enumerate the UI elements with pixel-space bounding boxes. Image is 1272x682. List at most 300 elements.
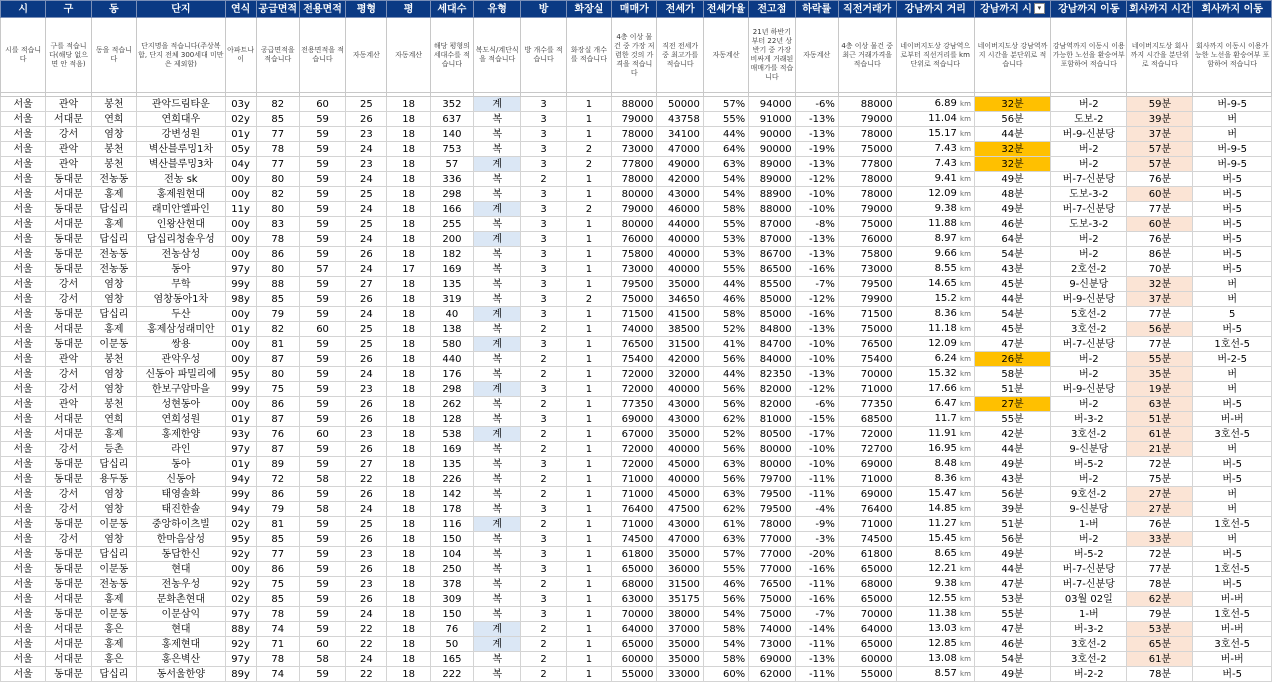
cell-col-office-time[interactable]: 77분	[1127, 337, 1193, 352]
cell-col-type[interactable]: 복	[474, 607, 521, 622]
cell-col-pyeong[interactable]: 18	[387, 127, 430, 142]
cell-col-exclusive-area[interactable]: 60	[299, 97, 345, 112]
cell-col-complex[interactable]: 현대	[137, 622, 226, 637]
cell-col-year[interactable]: 97y	[225, 442, 256, 457]
cell-col-year[interactable]: 11y	[225, 202, 256, 217]
cell-col-gangnam-time[interactable]: 46분	[974, 217, 1050, 232]
cell-col-exclusive-area[interactable]: 60	[299, 637, 345, 652]
cell-col-supply-area[interactable]: 78	[256, 607, 299, 622]
cell-col-rooms[interactable]: 2	[521, 472, 566, 487]
cell-col-type[interactable]: 복	[474, 502, 521, 517]
cell-col-sale-price[interactable]: 80000	[612, 187, 657, 202]
header-col-jeonse-price[interactable]	[657, 1, 703, 18]
cell-col-bathrooms[interactable]: 1	[566, 547, 611, 562]
cell-col-jeonse-price[interactable]: 36000	[657, 562, 703, 577]
cell-col-gangnam-time[interactable]: 44분	[974, 127, 1050, 142]
cell-col-peak-price[interactable]: 90000	[749, 142, 795, 157]
cell-col-gangnam-route[interactable]: 9-신분당	[1051, 442, 1127, 457]
cell-col-jeonse-price[interactable]: 35000	[657, 637, 703, 652]
cell-col-gangnam-route[interactable]: 버-7-신분당	[1051, 577, 1127, 592]
cell-col-office-time[interactable]: 37분	[1127, 292, 1193, 307]
cell-col-rooms[interactable]: 3	[521, 142, 566, 157]
cell-col-gangnam-route[interactable]: 5호선-2	[1051, 307, 1127, 322]
cell-col-pyeong-type[interactable]: 26	[346, 292, 387, 307]
cell-col-last-trade[interactable]: 76400	[838, 502, 896, 517]
cell-col-rooms[interactable]: 3	[521, 307, 566, 322]
cell-col-pyeong[interactable]: 18	[387, 667, 430, 682]
cell-col-si[interactable]: 서울	[1, 667, 46, 682]
cell-col-bathrooms[interactable]: 1	[566, 337, 611, 352]
cell-col-rooms[interactable]: 3	[521, 262, 566, 277]
cell-col-gangnam-time[interactable]: 42분	[974, 427, 1050, 442]
cell-col-complex[interactable]: 동아	[137, 262, 226, 277]
cell-col-peak-price[interactable]: 85000	[749, 307, 795, 322]
cell-col-office-route[interactable]: 버-5	[1193, 217, 1272, 232]
cell-col-year[interactable]: 00y	[225, 397, 256, 412]
cell-col-peak-price[interactable]: 74000	[749, 622, 795, 637]
cell-col-rooms[interactable]: 2	[521, 487, 566, 502]
cell-col-si[interactable]: 서울	[1, 547, 46, 562]
cell-col-gangnam-distance[interactable]	[896, 652, 974, 667]
cell-col-pyeong-type[interactable]: 22	[346, 667, 387, 682]
cell-col-bathrooms[interactable]: 1	[566, 562, 611, 577]
cell-col-gangnam-time[interactable]: 49분	[974, 202, 1050, 217]
cell-col-rooms[interactable]: 2	[521, 397, 566, 412]
cell-col-bathrooms[interactable]: 1	[566, 592, 611, 607]
cell-col-gangnam-distance[interactable]	[896, 352, 974, 367]
cell-col-gu[interactable]: 서대문	[46, 427, 91, 442]
header-col-office-time[interactable]	[1127, 1, 1193, 18]
header-col-pyeong-type[interactable]	[346, 1, 387, 18]
cell-col-year[interactable]: 00y	[225, 187, 256, 202]
cell-col-bathrooms[interactable]: 1	[566, 442, 611, 457]
cell-col-exclusive-area[interactable]: 59	[299, 367, 345, 382]
cell-col-complex[interactable]: 홍은벽산	[137, 652, 226, 667]
cell-col-complex[interactable]: 쌍용	[137, 337, 226, 352]
cell-col-pyeong[interactable]: 18	[387, 337, 430, 352]
cell-col-jeonse-price[interactable]: 34650	[657, 292, 703, 307]
cell-col-sale-price[interactable]: 73000	[612, 262, 657, 277]
cell-col-bathrooms[interactable]: 1	[566, 322, 611, 337]
cell-col-gangnam-distance[interactable]	[896, 517, 974, 532]
cell-col-rooms[interactable]: 3	[521, 457, 566, 472]
cell-col-gu[interactable]: 서대문	[46, 322, 91, 337]
cell-col-si[interactable]: 서울	[1, 127, 46, 142]
cell-col-jeonse-ratio[interactable]: 63%	[703, 457, 748, 472]
cell-col-drop-rate[interactable]: -7%	[795, 277, 838, 292]
header-col-gangnam-distance[interactable]	[896, 1, 974, 18]
cell-col-jeonse-price[interactable]: 35000	[657, 277, 703, 292]
cell-col-peak-price[interactable]: 85000	[749, 292, 795, 307]
header-col-pyeong[interactable]	[387, 1, 430, 18]
cell-col-office-route[interactable]: 버	[1193, 127, 1272, 142]
cell-col-year[interactable]: 89y	[225, 667, 256, 682]
cell-col-gangnam-distance[interactable]	[896, 562, 974, 577]
cell-col-office-time[interactable]: 33분	[1127, 532, 1193, 547]
cell-col-exclusive-area[interactable]: 59	[299, 112, 345, 127]
cell-col-drop-rate[interactable]: -10%	[795, 442, 838, 457]
cell-col-gu[interactable]: 강서	[46, 277, 91, 292]
cell-col-jeonse-ratio[interactable]: 56%	[703, 397, 748, 412]
cell-col-gu[interactable]: 관악	[46, 157, 91, 172]
cell-col-jeonse-ratio[interactable]: 55%	[703, 112, 748, 127]
cell-col-sale-price[interactable]: 63000	[612, 592, 657, 607]
cell-col-office-time[interactable]: 27분	[1127, 487, 1193, 502]
cell-col-office-time[interactable]: 60분	[1127, 187, 1193, 202]
cell-col-sale-price[interactable]: 79500	[612, 277, 657, 292]
cell-col-gu[interactable]: 강서	[46, 292, 91, 307]
cell-col-jeonse-ratio[interactable]: 56%	[703, 382, 748, 397]
cell-col-pyeong-type[interactable]: 25	[346, 337, 387, 352]
cell-col-office-time[interactable]: 63분	[1127, 397, 1193, 412]
cell-col-rooms[interactable]: 3	[521, 187, 566, 202]
cell-col-last-trade[interactable]: 75800	[838, 247, 896, 262]
cell-col-year[interactable]: 02y	[225, 112, 256, 127]
cell-col-si[interactable]: 서울	[1, 607, 46, 622]
cell-col-exclusive-area[interactable]: 59	[299, 577, 345, 592]
cell-col-office-route[interactable]: 버-버	[1193, 592, 1272, 607]
cell-col-gangnam-route[interactable]: 버-2	[1051, 367, 1127, 382]
cell-col-jeonse-price[interactable]: 45000	[657, 457, 703, 472]
cell-col-pyeong-type[interactable]: 23	[346, 157, 387, 172]
header-col-gangnam-route[interactable]	[1051, 1, 1127, 18]
cell-col-gangnam-distance[interactable]	[896, 442, 974, 457]
cell-col-si[interactable]: 서울	[1, 577, 46, 592]
cell-col-gu[interactable]: 서대문	[46, 187, 91, 202]
cell-col-last-trade[interactable]: 69000	[838, 457, 896, 472]
cell-col-gu[interactable]: 동대문	[46, 547, 91, 562]
cell-col-gangnam-distance[interactable]	[896, 142, 974, 157]
cell-col-gu[interactable]: 동대문	[46, 472, 91, 487]
cell-col-type[interactable]: 계	[474, 202, 521, 217]
cell-col-type[interactable]: 복	[474, 592, 521, 607]
cell-col-gu[interactable]: 동대문	[46, 607, 91, 622]
cell-col-jeonse-price[interactable]: 45000	[657, 487, 703, 502]
cell-col-gu[interactable]: 관악	[46, 142, 91, 157]
cell-col-sale-price[interactable]: 67000	[612, 427, 657, 442]
cell-col-dong[interactable]: 봉천	[91, 142, 136, 157]
cell-col-pyeong[interactable]: 18	[387, 427, 430, 442]
cell-col-complex[interactable]: 무학	[137, 277, 226, 292]
cell-col-bathrooms[interactable]: 1	[566, 367, 611, 382]
cell-col-supply-area[interactable]: 80	[256, 172, 299, 187]
cell-col-gangnam-time[interactable]: 47분	[974, 622, 1050, 637]
cell-col-last-trade[interactable]: 65000	[838, 592, 896, 607]
cell-col-office-route[interactable]: 버-5	[1193, 262, 1272, 277]
cell-col-jeonse-price[interactable]: 40000	[657, 442, 703, 457]
cell-col-pyeong-type[interactable]: 23	[346, 577, 387, 592]
cell-col-si[interactable]: 서울	[1, 232, 46, 247]
cell-col-supply-area[interactable]: 85	[256, 292, 299, 307]
header-col-gangnam-time[interactable]	[974, 1, 1050, 18]
cell-col-exclusive-area[interactable]: 59	[299, 667, 345, 682]
cell-col-pyeong[interactable]: 18	[387, 562, 430, 577]
cell-col-si[interactable]: 서울	[1, 97, 46, 112]
cell-col-bathrooms[interactable]: 2	[566, 157, 611, 172]
cell-col-year[interactable]: 94y	[225, 502, 256, 517]
cell-col-sale-price[interactable]: 55000	[612, 667, 657, 682]
cell-col-pyeong-type[interactable]: 26	[346, 247, 387, 262]
cell-col-complex[interactable]: 성현동아	[137, 397, 226, 412]
cell-col-drop-rate[interactable]: -15%	[795, 412, 838, 427]
cell-col-bathrooms[interactable]: 1	[566, 427, 611, 442]
description-cell[interactable]: 구를 적습니다(해당 없으면 안 적음)	[46, 18, 91, 93]
cell-col-households[interactable]: 250	[430, 562, 473, 577]
description-cell[interactable]: 강남역까지 이동시 이용가능한 노선을 환승여부 포함하여 적습니다	[1051, 18, 1127, 93]
cell-col-pyeong[interactable]: 18	[387, 292, 430, 307]
cell-col-complex[interactable]: 관악드림타운	[137, 97, 226, 112]
cell-col-peak-price[interactable]: 80000	[749, 457, 795, 472]
cell-col-year[interactable]: 95y	[225, 367, 256, 382]
cell-col-last-trade[interactable]: 75400	[838, 352, 896, 367]
cell-col-pyeong-type[interactable]: 22	[346, 472, 387, 487]
cell-col-gangnam-route[interactable]: 도보-2	[1051, 112, 1127, 127]
cell-col-supply-area[interactable]: 82	[256, 97, 299, 112]
cell-col-gu[interactable]: 강서	[46, 487, 91, 502]
cell-col-gangnam-route[interactable]: 버-5-2	[1051, 457, 1127, 472]
cell-col-supply-area[interactable]: 75	[256, 577, 299, 592]
cell-col-peak-price[interactable]: 84000	[749, 352, 795, 367]
cell-col-gangnam-time[interactable]: 56분	[974, 532, 1050, 547]
cell-col-pyeong[interactable]: 18	[387, 472, 430, 487]
cell-col-office-time[interactable]: 79분	[1127, 607, 1193, 622]
cell-col-office-time[interactable]: 76분	[1127, 172, 1193, 187]
header-col-dong[interactable]	[91, 1, 136, 18]
cell-col-type[interactable]: 계	[474, 517, 521, 532]
cell-col-gu[interactable]: 강서	[46, 532, 91, 547]
cell-col-pyeong[interactable]: 18	[387, 187, 430, 202]
cell-col-si[interactable]: 서울	[1, 187, 46, 202]
cell-col-office-time[interactable]: 37분	[1127, 127, 1193, 142]
description-cell[interactable]: 4층 이상 물건 중 최근 거래가격을 적습니다	[838, 18, 896, 93]
cell-col-jeonse-ratio[interactable]: 60%	[703, 667, 748, 682]
cell-col-households[interactable]: 165	[430, 652, 473, 667]
cell-col-pyeong[interactable]: 18	[387, 607, 430, 622]
cell-col-gangnam-route[interactable]: 3호선-2	[1051, 652, 1127, 667]
cell-col-type[interactable]: 복	[474, 217, 521, 232]
cell-col-jeonse-price[interactable]: 46000	[657, 202, 703, 217]
cell-col-gangnam-time[interactable]: 49분	[974, 172, 1050, 187]
cell-col-dong[interactable]: 연희	[91, 412, 136, 427]
cell-col-rooms[interactable]: 3	[521, 562, 566, 577]
cell-col-rooms[interactable]: 3	[521, 127, 566, 142]
cell-col-gu[interactable]: 동대문	[46, 202, 91, 217]
cell-col-drop-rate[interactable]: -8%	[795, 217, 838, 232]
cell-col-supply-area[interactable]: 82	[256, 187, 299, 202]
cell-col-gu[interactable]: 서대문	[46, 217, 91, 232]
header-col-last-trade[interactable]	[838, 1, 896, 18]
cell-col-dong[interactable]: 전농동	[91, 172, 136, 187]
cell-col-office-route[interactable]: 버-2-5	[1193, 352, 1272, 367]
cell-col-gangnam-route[interactable]: 버-9-신분당	[1051, 292, 1127, 307]
cell-col-gangnam-distance[interactable]	[896, 307, 974, 322]
cell-col-gu[interactable]: 서대문	[46, 412, 91, 427]
cell-col-rooms[interactable]: 3	[521, 202, 566, 217]
cell-col-complex[interactable]: 문화촌현대	[137, 592, 226, 607]
cell-col-peak-price[interactable]: 62000	[749, 667, 795, 682]
cell-col-jeonse-price[interactable]: 38500	[657, 322, 703, 337]
cell-col-last-trade[interactable]: 76000	[838, 232, 896, 247]
cell-col-jeonse-price[interactable]: 43758	[657, 112, 703, 127]
cell-col-sale-price[interactable]: 71000	[612, 487, 657, 502]
cell-col-gangnam-time[interactable]: 64분	[974, 232, 1050, 247]
cell-col-gangnam-distance[interactable]	[896, 247, 974, 262]
cell-col-office-time[interactable]: 62분	[1127, 592, 1193, 607]
cell-col-gu[interactable]: 강서	[46, 502, 91, 517]
header-col-sale-price[interactable]	[612, 1, 657, 18]
cell-col-peak-price[interactable]: 88000	[749, 202, 795, 217]
cell-col-gangnam-route[interactable]: 버-5-2	[1051, 547, 1127, 562]
cell-col-complex[interactable]: 동아	[137, 457, 226, 472]
cell-col-year[interactable]: 98y	[225, 292, 256, 307]
cell-col-si[interactable]: 서울	[1, 157, 46, 172]
cell-col-gu[interactable]: 관악	[46, 352, 91, 367]
cell-col-pyeong-type[interactable]: 26	[346, 532, 387, 547]
cell-col-gangnam-distance[interactable]	[896, 427, 974, 442]
cell-col-supply-area[interactable]: 75	[256, 382, 299, 397]
cell-col-pyeong[interactable]: 18	[387, 592, 430, 607]
cell-col-office-route[interactable]: 버-5	[1193, 667, 1272, 682]
cell-col-peak-price[interactable]: 89000	[749, 157, 795, 172]
cell-col-rooms[interactable]: 3	[521, 337, 566, 352]
cell-col-rooms[interactable]: 3	[521, 232, 566, 247]
cell-col-gangnam-route[interactable]: 1-버	[1051, 517, 1127, 532]
cell-col-bathrooms[interactable]: 1	[566, 667, 611, 682]
cell-col-rooms[interactable]: 3	[521, 217, 566, 232]
cell-col-si[interactable]: 서울	[1, 397, 46, 412]
cell-col-gangnam-distance[interactable]	[896, 637, 974, 652]
cell-col-pyeong-type[interactable]: 26	[346, 112, 387, 127]
cell-col-rooms[interactable]: 2	[521, 427, 566, 442]
cell-col-bathrooms[interactable]: 1	[566, 652, 611, 667]
cell-col-rooms[interactable]: 3	[521, 532, 566, 547]
cell-col-year[interactable]: 97y	[225, 607, 256, 622]
cell-col-households[interactable]: 178	[430, 502, 473, 517]
cell-col-complex[interactable]: 한마음삼성	[137, 532, 226, 547]
cell-col-bathrooms[interactable]: 2	[566, 292, 611, 307]
cell-col-gangnam-time[interactable]: 49분	[974, 457, 1050, 472]
cell-col-sale-price[interactable]: 72000	[612, 457, 657, 472]
header-col-households[interactable]	[430, 1, 473, 18]
cell-col-complex[interactable]: 전농삼성	[137, 247, 226, 262]
cell-col-exclusive-area[interactable]: 58	[299, 652, 345, 667]
cell-col-gangnam-route[interactable]: 9-신분당	[1051, 277, 1127, 292]
cell-col-pyeong-type[interactable]: 26	[346, 352, 387, 367]
cell-col-sale-price[interactable]: 72000	[612, 442, 657, 457]
cell-col-jeonse-ratio[interactable]: 55%	[703, 562, 748, 577]
cell-col-dong[interactable]: 염창	[91, 382, 136, 397]
cell-col-pyeong[interactable]: 18	[387, 172, 430, 187]
cell-col-exclusive-area[interactable]: 59	[299, 292, 345, 307]
cell-col-gangnam-distance[interactable]	[896, 127, 974, 142]
cell-col-pyeong[interactable]: 18	[387, 112, 430, 127]
cell-col-gangnam-distance[interactable]	[896, 472, 974, 487]
cell-col-si[interactable]: 서울	[1, 382, 46, 397]
cell-col-last-trade[interactable]: 78000	[838, 127, 896, 142]
cell-col-sale-price[interactable]: 65000	[612, 637, 657, 652]
cell-col-pyeong[interactable]: 18	[387, 232, 430, 247]
cell-col-supply-area[interactable]: 74	[256, 667, 299, 682]
cell-col-bathrooms[interactable]: 1	[566, 487, 611, 502]
cell-col-sale-price[interactable]: 76400	[612, 502, 657, 517]
cell-col-sale-price[interactable]: 72000	[612, 367, 657, 382]
cell-col-jeonse-ratio[interactable]: 44%	[703, 127, 748, 142]
cell-col-gangnam-distance[interactable]	[896, 607, 974, 622]
cell-col-gangnam-route[interactable]: 03월 02일	[1051, 592, 1127, 607]
cell-col-drop-rate[interactable]: -13%	[795, 157, 838, 172]
cell-col-households[interactable]: 200	[430, 232, 473, 247]
description-cell[interactable]: 자동계산	[346, 18, 387, 93]
cell-col-dong[interactable]: 답십리	[91, 547, 136, 562]
header-col-si[interactable]	[1, 1, 46, 18]
cell-col-office-time[interactable]: 51분	[1127, 412, 1193, 427]
cell-col-gangnam-distance[interactable]	[896, 667, 974, 682]
cell-col-jeonse-price[interactable]: 40000	[657, 472, 703, 487]
cell-col-pyeong-type[interactable]: 24	[346, 262, 387, 277]
header-col-year[interactable]	[225, 1, 256, 18]
cell-col-peak-price[interactable]: 75000	[749, 607, 795, 622]
cell-col-peak-price[interactable]: 82000	[749, 397, 795, 412]
cell-col-exclusive-area[interactable]: 59	[299, 592, 345, 607]
cell-col-households[interactable]: 309	[430, 592, 473, 607]
cell-col-pyeong[interactable]: 18	[387, 547, 430, 562]
header-col-supply-area[interactable]	[256, 1, 299, 18]
cell-col-households[interactable]: 378	[430, 577, 473, 592]
cell-col-supply-area[interactable]: 86	[256, 247, 299, 262]
cell-col-pyeong[interactable]: 18	[387, 442, 430, 457]
cell-col-office-route[interactable]: 버	[1193, 292, 1272, 307]
cell-col-supply-area[interactable]: 82	[256, 322, 299, 337]
cell-col-gangnam-time[interactable]: 56분	[974, 487, 1050, 502]
cell-col-pyeong[interactable]: 18	[387, 532, 430, 547]
cell-col-supply-area[interactable]: 78	[256, 232, 299, 247]
cell-col-type[interactable]: 복	[474, 562, 521, 577]
cell-col-pyeong-type[interactable]: 24	[346, 367, 387, 382]
cell-col-gangnam-distance[interactable]	[896, 502, 974, 517]
cell-col-dong[interactable]: 이문동	[91, 517, 136, 532]
cell-col-si[interactable]: 서울	[1, 442, 46, 457]
cell-col-dong[interactable]: 이문동	[91, 562, 136, 577]
cell-col-sale-price[interactable]: 72000	[612, 382, 657, 397]
cell-col-pyeong-type[interactable]: 26	[346, 412, 387, 427]
cell-col-office-time[interactable]: 32분	[1127, 277, 1193, 292]
description-cell[interactable]: 자동계산	[795, 18, 838, 93]
cell-col-office-route[interactable]: 버-5	[1193, 397, 1272, 412]
cell-col-type[interactable]: 복	[474, 487, 521, 502]
cell-col-drop-rate[interactable]: -12%	[795, 382, 838, 397]
cell-col-si[interactable]: 서울	[1, 292, 46, 307]
cell-col-type[interactable]: 복	[474, 352, 521, 367]
cell-col-rooms[interactable]: 2	[521, 367, 566, 382]
cell-col-jeonse-ratio[interactable]: 64%	[703, 142, 748, 157]
cell-col-si[interactable]: 서울	[1, 532, 46, 547]
cell-col-jeonse-ratio[interactable]: 57%	[703, 547, 748, 562]
cell-col-type[interactable]: 복	[474, 322, 521, 337]
cell-col-peak-price[interactable]: 82000	[749, 382, 795, 397]
header-col-office-route[interactable]	[1193, 1, 1272, 18]
description-cell[interactable]: 해당 평형의 세대수를 적습니다	[430, 18, 473, 93]
cell-col-drop-rate[interactable]: -16%	[795, 562, 838, 577]
cell-col-dong[interactable]: 이문동	[91, 607, 136, 622]
cell-col-supply-area[interactable]: 77	[256, 157, 299, 172]
cell-col-jeonse-price[interactable]: 40000	[657, 262, 703, 277]
cell-col-pyeong[interactable]: 18	[387, 382, 430, 397]
cell-col-si[interactable]: 서울	[1, 652, 46, 667]
cell-col-office-route[interactable]: 1호선-5	[1193, 562, 1272, 577]
cell-col-pyeong-type[interactable]: 26	[346, 487, 387, 502]
header-col-bathrooms[interactable]	[566, 1, 611, 18]
cell-col-households[interactable]: 226	[430, 472, 473, 487]
